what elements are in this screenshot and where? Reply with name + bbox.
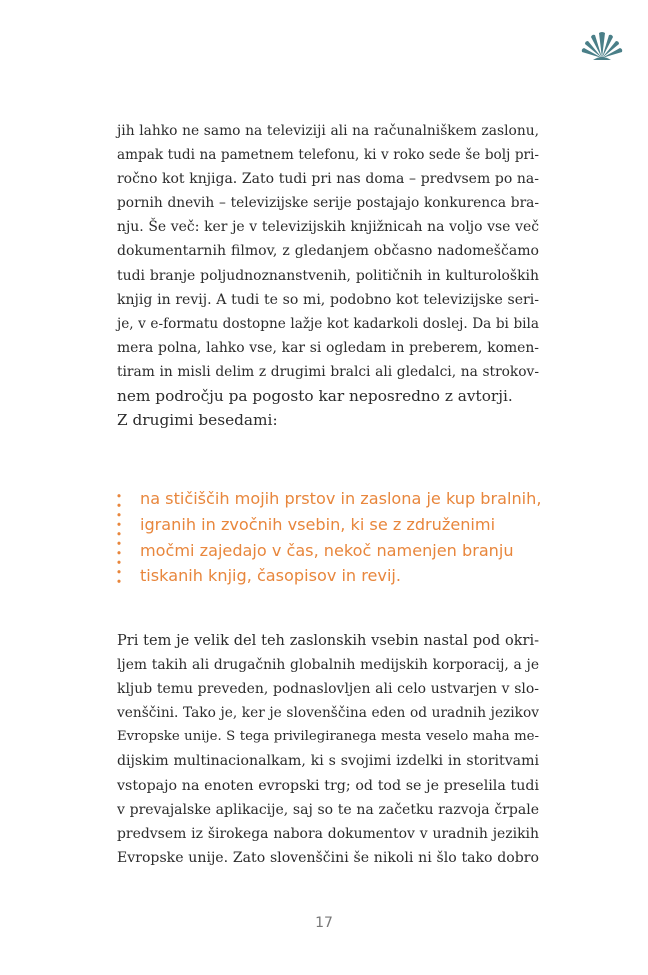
publisher-logo-icon <box>578 30 626 62</box>
text-line: v prevajalske aplikacije, saj so te na začetku razvoja črpale <box>117 801 539 818</box>
quote-line: močmi zajedajo v čas, nekoč namenjen branju <box>140 540 514 560</box>
text-line: ampak tudi na pametnem telefonu, ki v roko sede še bolj pri- <box>117 147 539 164</box>
text-line: dijskim multinacionalkam, ki s svojimi izdelki in storitvami <box>117 753 539 770</box>
page-number: 17 <box>315 915 333 931</box>
paragraph-1 <box>117 119 539 432</box>
text-line: venščini. Tako je, ker je slovenščina eden od uradnih jezikov <box>117 705 539 722</box>
text-line: mera polna, lahko vse, kar si ogledam in preberem, komen- <box>117 339 539 356</box>
text-line: jih lahko ne samo na televiziji ali na računalniškem zaslonu, <box>117 123 539 139</box>
text-line: Pri tem je velik del teh zaslonskih vsebin nastal pod okri- <box>117 633 539 649</box>
paragraph-2 <box>117 629 539 870</box>
dotted-rule <box>117 491 121 583</box>
quote-line: igranih in zvočnih vsebin, ki se z združenimi <box>140 514 496 534</box>
text-line: nem področju pa pogosto kar neposredno z avtorji. <box>117 387 513 406</box>
text-line: nju. Še več: ker je v televizijskih knjižnicah na voljo vse več <box>117 219 539 236</box>
text-line: vstopajo na enoten evropski trg; od tod se je preselila tudi <box>117 777 539 794</box>
text-line: tiram in misli delim z drugimi bralci ali gledalci, na strokov- <box>117 363 539 380</box>
text-line: tudi branje poljudnoznanstvenih, političnih in kulturoloških <box>117 267 539 284</box>
quote-line: na stičiščih mojih prstov in zaslona je kup bralnih, <box>140 489 542 508</box>
quote-line: tiskanih knjig, časopisov in revij. <box>140 566 401 586</box>
text-line: ljem takih ali drugačnih globalnih medijskih korporacij, a je <box>117 657 539 674</box>
text-line: Z drugimi besedami: <box>117 411 278 430</box>
text-line: dokumentarnih filmov, z gledanjem občasno nadomeščamo <box>117 243 539 260</box>
text-line: Evropske unije. S tega privilegiranega mesta veselo maha me- <box>117 729 539 745</box>
text-line: pornih dnevih – televizijske serije postajajo konkurenca bra- <box>117 195 539 212</box>
text-line: kljub temu preveden, podnaslovljen ali celo ustvarjen v slo- <box>117 681 539 698</box>
text-line: je, v e-formatu dostopne lažje kot kadarkoli doslej. Da bi bila <box>117 315 539 332</box>
text-line: knjig in revij. A tudi te so mi, podobno kot televizijske seri- <box>117 291 539 308</box>
text-line: predvsem iz širokega nabora dokumentov v uradnih jezikih <box>117 825 539 842</box>
text-line: ročno kot knjiga. Zato tudi pri nas doma – predvsem po na- <box>117 171 539 188</box>
text-line: Evropske unije. Zato slovenščini še nikoli ni šlo tako dobro <box>117 849 539 866</box>
pull-quote-text <box>140 486 541 589</box>
